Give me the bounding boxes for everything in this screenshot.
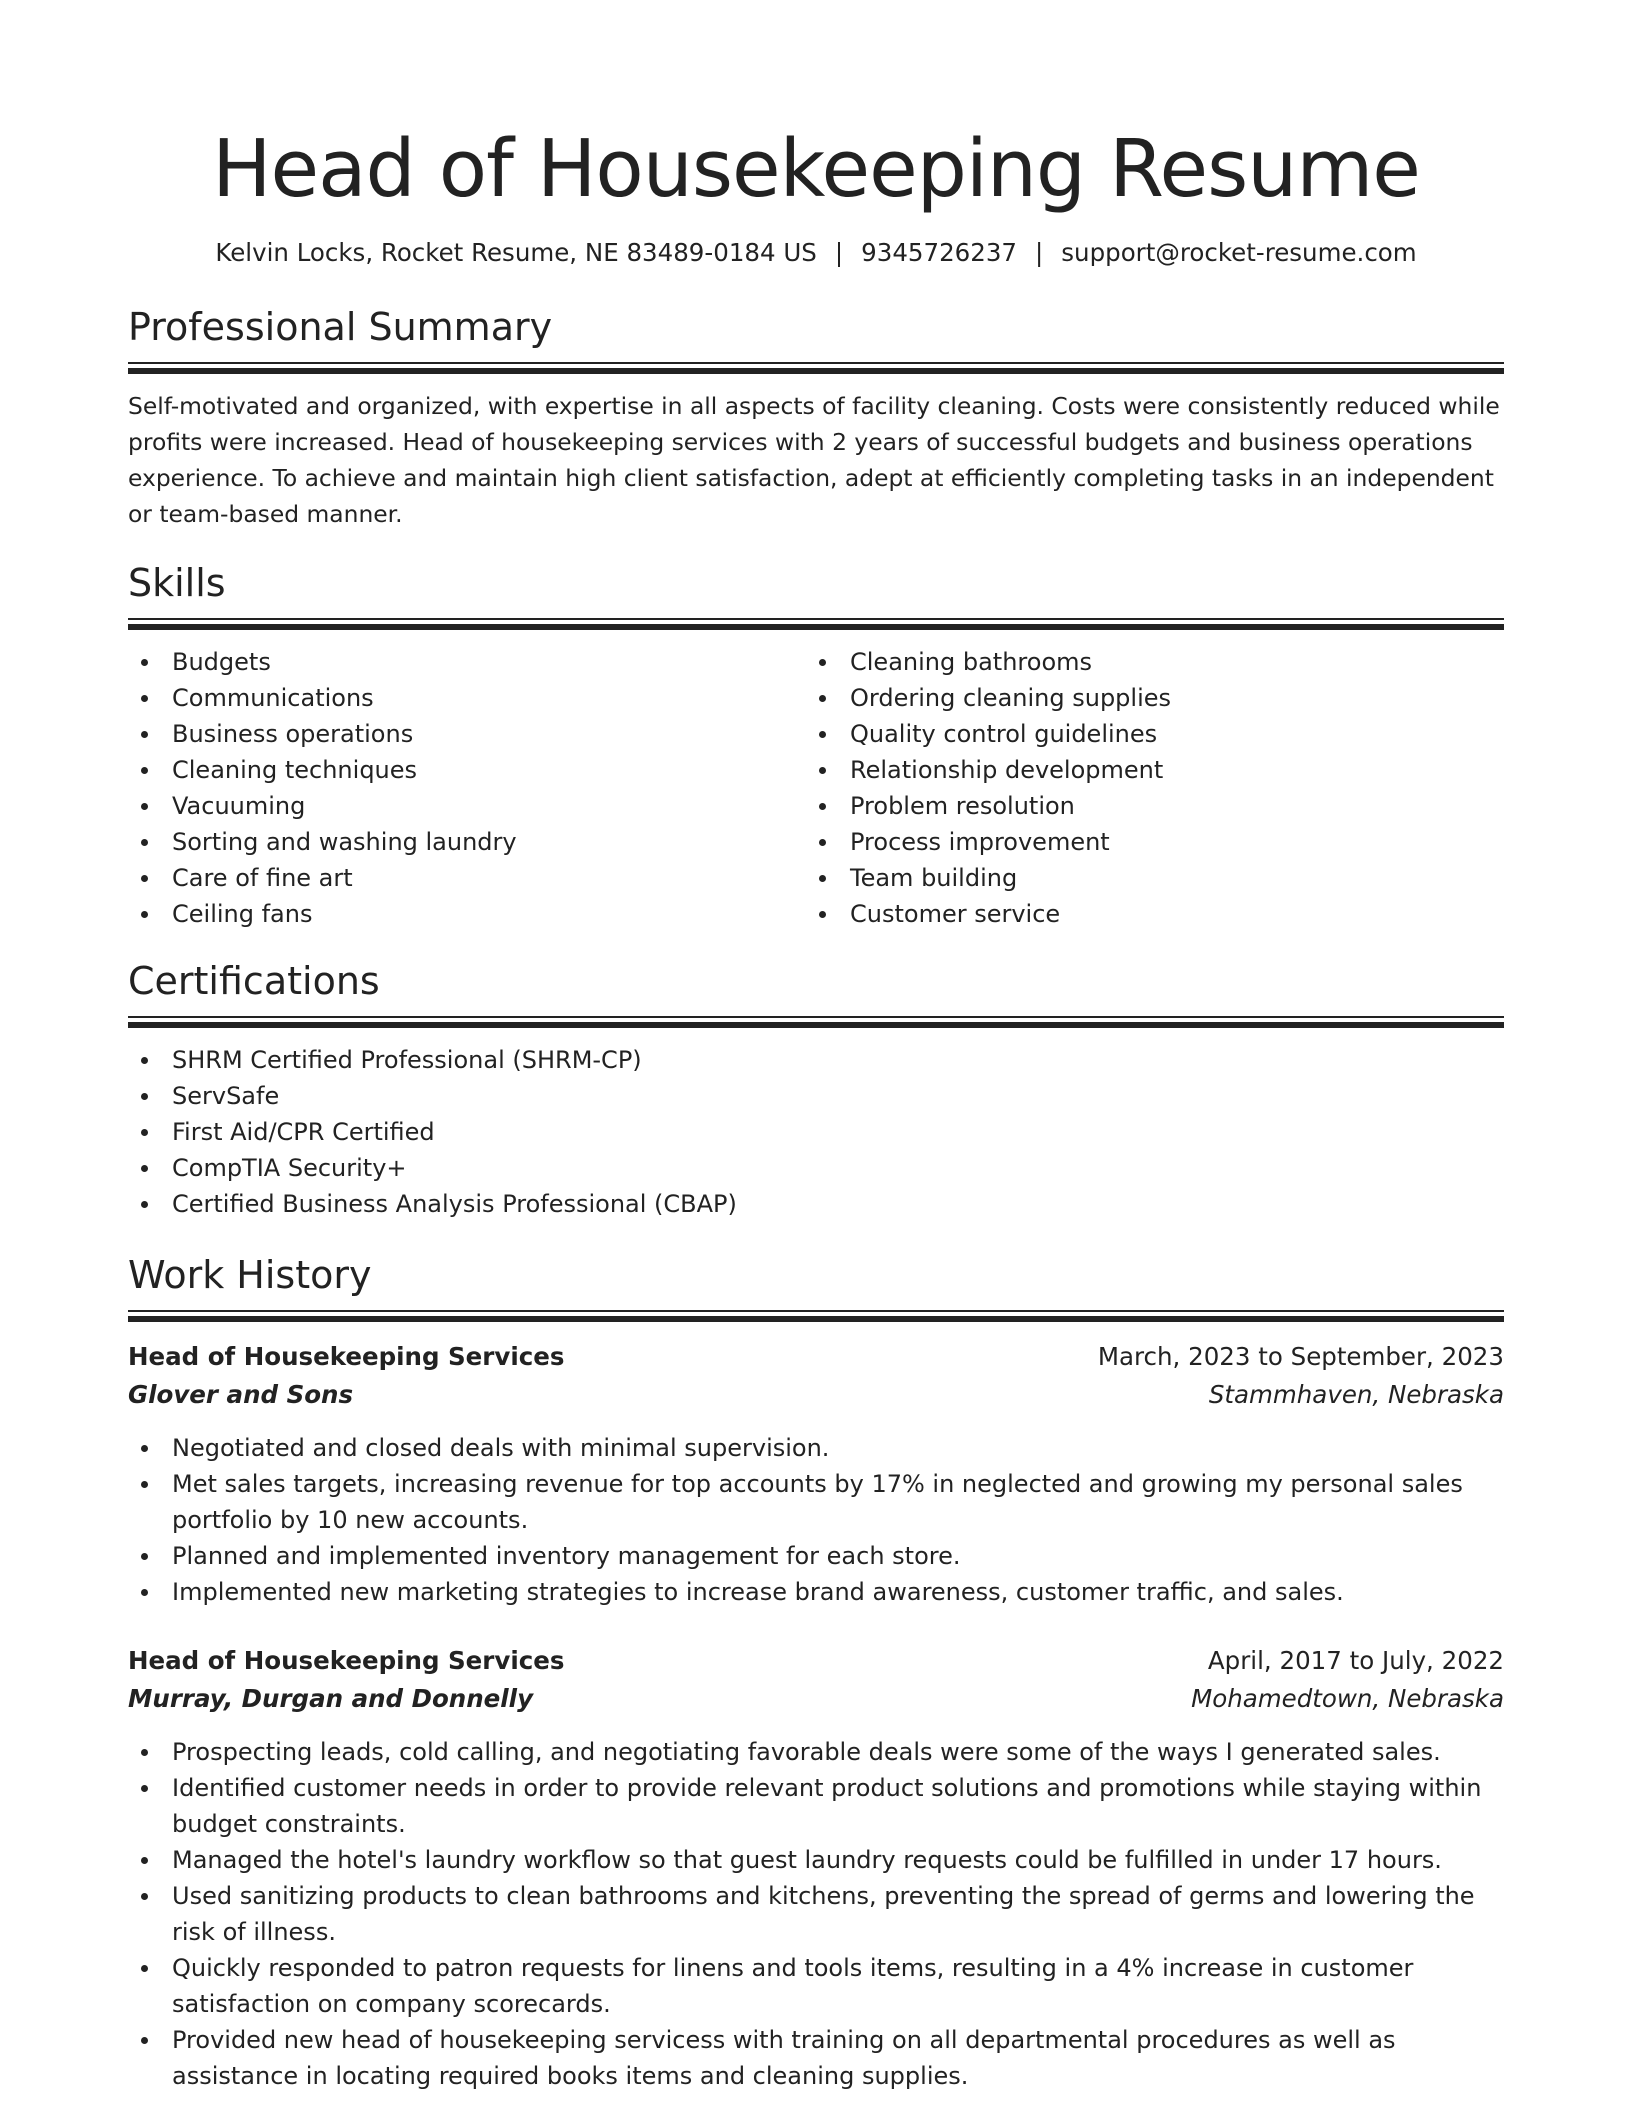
section-divider — [128, 362, 1504, 374]
skill-item: Process improvement — [806, 824, 1484, 860]
skill-item: Ordering cleaning supplies — [806, 680, 1484, 716]
job-subheader — [128, 1376, 1504, 1414]
job-bullet: Used sanitizing products to clean bathrooms and kitchens, preventing the spread of germs and lowering the risk of illness. — [128, 1878, 1504, 1950]
job-bullet: Negotiated and closed deals with minimal supervision. — [128, 1430, 1504, 1466]
job-bullets — [128, 1430, 1504, 1610]
job-dates: March, 2023 to September, 2023 — [1097, 1342, 1504, 1371]
summary-section — [128, 304, 1504, 532]
section-heading-summary: Professional Summary — [128, 305, 553, 349]
job-bullet: Implemented new marketing strategies to increase brand awareness, customer traffic, and sales. — [128, 1574, 1504, 1610]
skill-item: Customer service — [806, 896, 1484, 932]
skill-item: Sorting and washing laundry — [128, 824, 806, 860]
contact-phone: 9345726237 — [861, 238, 1018, 267]
job-bullet: Quickly responded to patron requests for linens and tools items, resulting in a 4% increase in customer satisfaction on company scorecards. — [128, 1950, 1504, 2022]
job-bullet: Managed the hotel's laundry workflow so that guest laundry requests could be fulfilled in under 17 hours. — [128, 1842, 1504, 1878]
job-bullets — [128, 1734, 1504, 2094]
section-divider — [128, 1016, 1504, 1028]
job-header — [128, 1338, 1504, 1376]
job-entry — [128, 1338, 1504, 1610]
resume-title: Head of Housekeeping Resume — [212, 123, 1420, 215]
job-bullet: Provided new head of housekeeping servicess with training on all departmental procedures as well as assistance in locating required books items and cleaning supplies. — [128, 2022, 1504, 2094]
certification-item: SHRM Certified Professional (SHRM-CP) — [128, 1042, 1504, 1078]
section-heading-skills: Skills — [128, 561, 226, 605]
job-bullet: Planned and implemented inventory management for each store. — [128, 1538, 1504, 1574]
skill-item: Budgets — [128, 644, 806, 680]
skills-section — [128, 560, 1504, 932]
skill-item: Ceiling fans — [128, 896, 806, 932]
certification-item: First Aid/CPR Certified — [128, 1114, 1504, 1150]
job-company: Glover and Sons — [128, 1380, 354, 1409]
skill-item: Vacuuming — [128, 788, 806, 824]
job-bullet: Met sales targets, increasing revenue for top accounts by 17% in neglected and growing my personal sales portfolio by 10 new accounts. — [128, 1466, 1504, 1538]
section-divider — [128, 1310, 1504, 1322]
skill-item: Communications — [128, 680, 806, 716]
certification-item: CompTIA Security+ — [128, 1150, 1504, 1186]
skill-item: Cleaning techniques — [128, 752, 806, 788]
section-heading-certifications: Certifications — [128, 959, 380, 1003]
skill-item: Business operations — [128, 716, 806, 752]
summary-text: Self-motivated and organized, with expertise in all aspects of facility cleaning. Costs were consistently reduced while profits were increased. Head of housekeeping services with 2 years of successful budgets and business operations experience. To achieve and maintain high client satisfaction, adept at efficiently completing tasks in an independent or team-based manner. — [128, 392, 1500, 528]
contact-line — [128, 238, 1504, 268]
certifications-list — [128, 1042, 1504, 1222]
skill-item: Cleaning bathrooms — [806, 644, 1484, 680]
job-dates: April, 2017 to July, 2022 — [1207, 1646, 1504, 1675]
skill-item: Team building — [806, 860, 1484, 896]
resume-page — [128, 0, 1504, 2094]
job-company: Murray, Durgan and Donnelly — [128, 1684, 534, 1713]
certification-item: ServSafe — [128, 1078, 1504, 1114]
job-location: Mohamedtown, Nebraska — [1191, 1684, 1504, 1713]
job-bullet: Identified customer needs in order to provide relevant product solutions and promotions while staying within budget constraints. — [128, 1770, 1504, 1842]
contact-separator: | — [834, 238, 844, 267]
job-header — [128, 1642, 1504, 1680]
contact-address: Kelvin Locks, Rocket Resume, NE 83489-0184 US — [215, 238, 817, 267]
contact-email: support@rocket-resume.com — [1061, 238, 1417, 267]
skill-item: Problem resolution — [806, 788, 1484, 824]
certifications-section — [128, 958, 1504, 1222]
job-title: Head of Housekeeping Services — [128, 1646, 565, 1675]
section-divider — [128, 618, 1504, 630]
job-location: Stammhaven, Nebraska — [1208, 1380, 1504, 1409]
job-title: Head of Housekeeping Services — [128, 1342, 565, 1371]
job-subheader — [128, 1680, 1504, 1718]
work-history-section — [128, 1252, 1504, 2094]
skills-list-left — [128, 644, 806, 932]
skills-columns — [128, 644, 1504, 932]
skills-list-right — [806, 644, 1484, 932]
certification-item: Certified Business Analysis Professional (CBAP) — [128, 1186, 1504, 1222]
job-bullet: Prospecting leads, cold calling, and negotiating favorable deals were some of the ways I generated sales. — [128, 1734, 1504, 1770]
skill-item: Care of fine art — [128, 860, 806, 896]
contact-separator: | — [1035, 238, 1044, 267]
skill-item: Quality control guidelines — [806, 716, 1484, 752]
skill-item: Relationship development — [806, 752, 1484, 788]
job-entry — [128, 1642, 1504, 2094]
section-heading-work-history: Work History — [128, 1253, 372, 1297]
